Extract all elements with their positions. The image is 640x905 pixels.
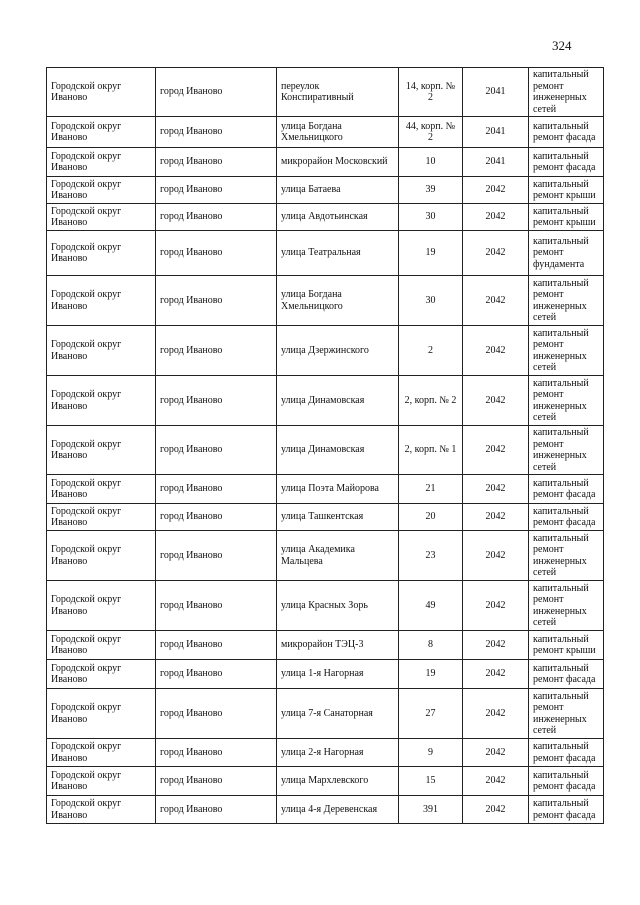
- street-cell: улица Дзержинского: [277, 326, 399, 376]
- table-row: [47, 504, 604, 531]
- city-cell: город Иваново: [156, 117, 277, 148]
- page-number: 324: [552, 38, 572, 53]
- house-number-cell: 2, корп. № 2: [399, 376, 463, 426]
- table-row: [47, 148, 604, 177]
- district-cell: Городской округ Иваново: [47, 231, 156, 276]
- district-cell: Городской округ Иваново: [47, 426, 156, 475]
- table-row: [47, 68, 604, 117]
- city-cell: город Иваново: [156, 148, 277, 177]
- table-row: [47, 631, 604, 660]
- city-cell: город Иваново: [156, 204, 277, 231]
- year-cell: 2042: [463, 231, 529, 276]
- house-number-cell: 49: [399, 581, 463, 631]
- year-cell: 2042: [463, 204, 529, 231]
- year-cell: 2042: [463, 796, 529, 824]
- city-cell: город Иваново: [156, 796, 277, 824]
- district-cell: Городской округ Иваново: [47, 767, 156, 796]
- street-cell: улица Мархлевского: [277, 767, 399, 796]
- work-type-cell: капитальный ремонт фасада: [529, 660, 604, 689]
- house-number-cell: 14, корп. № 2: [399, 68, 463, 117]
- year-cell: 2042: [463, 581, 529, 631]
- year-cell: 2042: [463, 739, 529, 767]
- street-cell: улица Поэта Майорова: [277, 475, 399, 504]
- house-number-cell: 23: [399, 531, 463, 581]
- street-cell: улица 1-я Нагорная: [277, 660, 399, 689]
- house-number-cell: 2: [399, 326, 463, 376]
- year-cell: 2042: [463, 475, 529, 504]
- year-cell: 2041: [463, 68, 529, 117]
- work-type-cell: капитальный ремонт инженерных сетей: [529, 426, 604, 475]
- house-number-cell: 21: [399, 475, 463, 504]
- year-cell: 2042: [463, 376, 529, 426]
- city-cell: город Иваново: [156, 475, 277, 504]
- house-number-cell: 15: [399, 767, 463, 796]
- house-number-cell: 10: [399, 148, 463, 177]
- table-row: [47, 117, 604, 148]
- year-cell: 2042: [463, 276, 529, 326]
- district-cell: Городской округ Иваново: [47, 326, 156, 376]
- table-row: [47, 376, 604, 426]
- capital-repair-table: [46, 67, 604, 824]
- house-number-cell: 9: [399, 739, 463, 767]
- table-row: [47, 581, 604, 631]
- table-row: [47, 660, 604, 689]
- work-type-cell: капитальный ремонт фасада: [529, 504, 604, 531]
- year-cell: 2041: [463, 148, 529, 177]
- work-type-cell: капитальный ремонт фасада: [529, 739, 604, 767]
- street-cell: улица Динамовская: [277, 426, 399, 475]
- house-number-cell: 19: [399, 660, 463, 689]
- city-cell: город Иваново: [156, 504, 277, 531]
- house-number-cell: 20: [399, 504, 463, 531]
- table-row: [47, 276, 604, 326]
- city-cell: город Иваново: [156, 531, 277, 581]
- year-cell: 2041: [463, 117, 529, 148]
- district-cell: Городской округ Иваново: [47, 531, 156, 581]
- house-number-cell: 30: [399, 204, 463, 231]
- table-row: [47, 739, 604, 767]
- year-cell: 2042: [463, 326, 529, 376]
- house-number-cell: 27: [399, 689, 463, 739]
- table-row: [47, 231, 604, 276]
- work-type-cell: капитальный ремонт инженерных сетей: [529, 581, 604, 631]
- street-cell: улица 4-я Деревенская: [277, 796, 399, 824]
- work-type-cell: капитальный ремонт инженерных сетей: [529, 276, 604, 326]
- district-cell: Городской округ Иваново: [47, 660, 156, 689]
- district-cell: Городской округ Иваново: [47, 117, 156, 148]
- work-type-cell: капитальный ремонт фундамента: [529, 231, 604, 276]
- city-cell: город Иваново: [156, 68, 277, 117]
- table-row: [47, 177, 604, 204]
- work-type-cell: капитальный ремонт фасада: [529, 117, 604, 148]
- house-number-cell: 39: [399, 177, 463, 204]
- street-cell: микрорайон ТЭЦ-3: [277, 631, 399, 660]
- work-type-cell: капитальный ремонт крыши: [529, 204, 604, 231]
- work-type-cell: капитальный ремонт крыши: [529, 631, 604, 660]
- year-cell: 2042: [463, 767, 529, 796]
- house-number-cell: 30: [399, 276, 463, 326]
- year-cell: 2042: [463, 504, 529, 531]
- year-cell: 2042: [463, 177, 529, 204]
- street-cell: улица Академика Мальцева: [277, 531, 399, 581]
- street-cell: улица Авдотьинская: [277, 204, 399, 231]
- district-cell: Городской округ Иваново: [47, 276, 156, 326]
- work-type-cell: капитальный ремонт инженерных сетей: [529, 326, 604, 376]
- house-number-cell: 44, корп. № 2: [399, 117, 463, 148]
- city-cell: город Иваново: [156, 767, 277, 796]
- table-row: [47, 767, 604, 796]
- city-cell: город Иваново: [156, 426, 277, 475]
- district-cell: Городской округ Иваново: [47, 177, 156, 204]
- year-cell: 2042: [463, 426, 529, 475]
- work-type-cell: капитальный ремонт фасада: [529, 767, 604, 796]
- district-cell: Городской округ Иваново: [47, 68, 156, 117]
- street-cell: улица Красных Зорь: [277, 581, 399, 631]
- table-row: [47, 796, 604, 824]
- district-cell: Городской округ Иваново: [47, 475, 156, 504]
- year-cell: 2042: [463, 531, 529, 581]
- district-cell: Городской округ Иваново: [47, 631, 156, 660]
- house-number-cell: 19: [399, 231, 463, 276]
- street-cell: микрорайон Московский: [277, 148, 399, 177]
- street-cell: улица 7-я Санаторная: [277, 689, 399, 739]
- house-number-cell: 8: [399, 631, 463, 660]
- table-body: [47, 68, 604, 824]
- city-cell: город Иваново: [156, 581, 277, 631]
- work-type-cell: капитальный ремонт инженерных сетей: [529, 531, 604, 581]
- city-cell: город Иваново: [156, 631, 277, 660]
- city-cell: город Иваново: [156, 739, 277, 767]
- district-cell: Городской округ Иваново: [47, 204, 156, 231]
- street-cell: улица Батаева: [277, 177, 399, 204]
- street-cell: улица Театральная: [277, 231, 399, 276]
- street-cell: улица Динамовская: [277, 376, 399, 426]
- house-number-cell: 391: [399, 796, 463, 824]
- district-cell: Городской округ Иваново: [47, 689, 156, 739]
- work-type-cell: капитальный ремонт фасада: [529, 148, 604, 177]
- district-cell: Городской округ Иваново: [47, 376, 156, 426]
- work-type-cell: капитальный ремонт крыши: [529, 177, 604, 204]
- year-cell: 2042: [463, 631, 529, 660]
- district-cell: Городской округ Иваново: [47, 148, 156, 177]
- table-row: [47, 326, 604, 376]
- house-number-cell: 2, корп. № 1: [399, 426, 463, 475]
- street-cell: улица Богдана Хмельницкого: [277, 276, 399, 326]
- district-cell: Городской округ Иваново: [47, 739, 156, 767]
- street-cell: улица Ташкентская: [277, 504, 399, 531]
- work-type-cell: капитальный ремонт инженерных сетей: [529, 689, 604, 739]
- city-cell: город Иваново: [156, 376, 277, 426]
- street-cell: переулок Конспиративный: [277, 68, 399, 117]
- city-cell: город Иваново: [156, 276, 277, 326]
- table-row: [47, 531, 604, 581]
- table-row: [47, 204, 604, 231]
- work-type-cell: капитальный ремонт инженерных сетей: [529, 376, 604, 426]
- year-cell: 2042: [463, 689, 529, 739]
- city-cell: город Иваново: [156, 660, 277, 689]
- street-cell: улица Богдана Хмельницкого: [277, 117, 399, 148]
- city-cell: город Иваново: [156, 689, 277, 739]
- city-cell: город Иваново: [156, 326, 277, 376]
- city-cell: город Иваново: [156, 177, 277, 204]
- district-cell: Городской округ Иваново: [47, 581, 156, 631]
- city-cell: город Иваново: [156, 231, 277, 276]
- table-row: [47, 426, 604, 475]
- work-type-cell: капитальный ремонт инженерных сетей: [529, 68, 604, 117]
- district-cell: Городской округ Иваново: [47, 504, 156, 531]
- district-cell: Городской округ Иваново: [47, 796, 156, 824]
- table-row: [47, 689, 604, 739]
- year-cell: 2042: [463, 660, 529, 689]
- street-cell: улица 2-я Нагорная: [277, 739, 399, 767]
- work-type-cell: капитальный ремонт фасада: [529, 475, 604, 504]
- work-type-cell: капитальный ремонт фасада: [529, 796, 604, 824]
- table-row: [47, 475, 604, 504]
